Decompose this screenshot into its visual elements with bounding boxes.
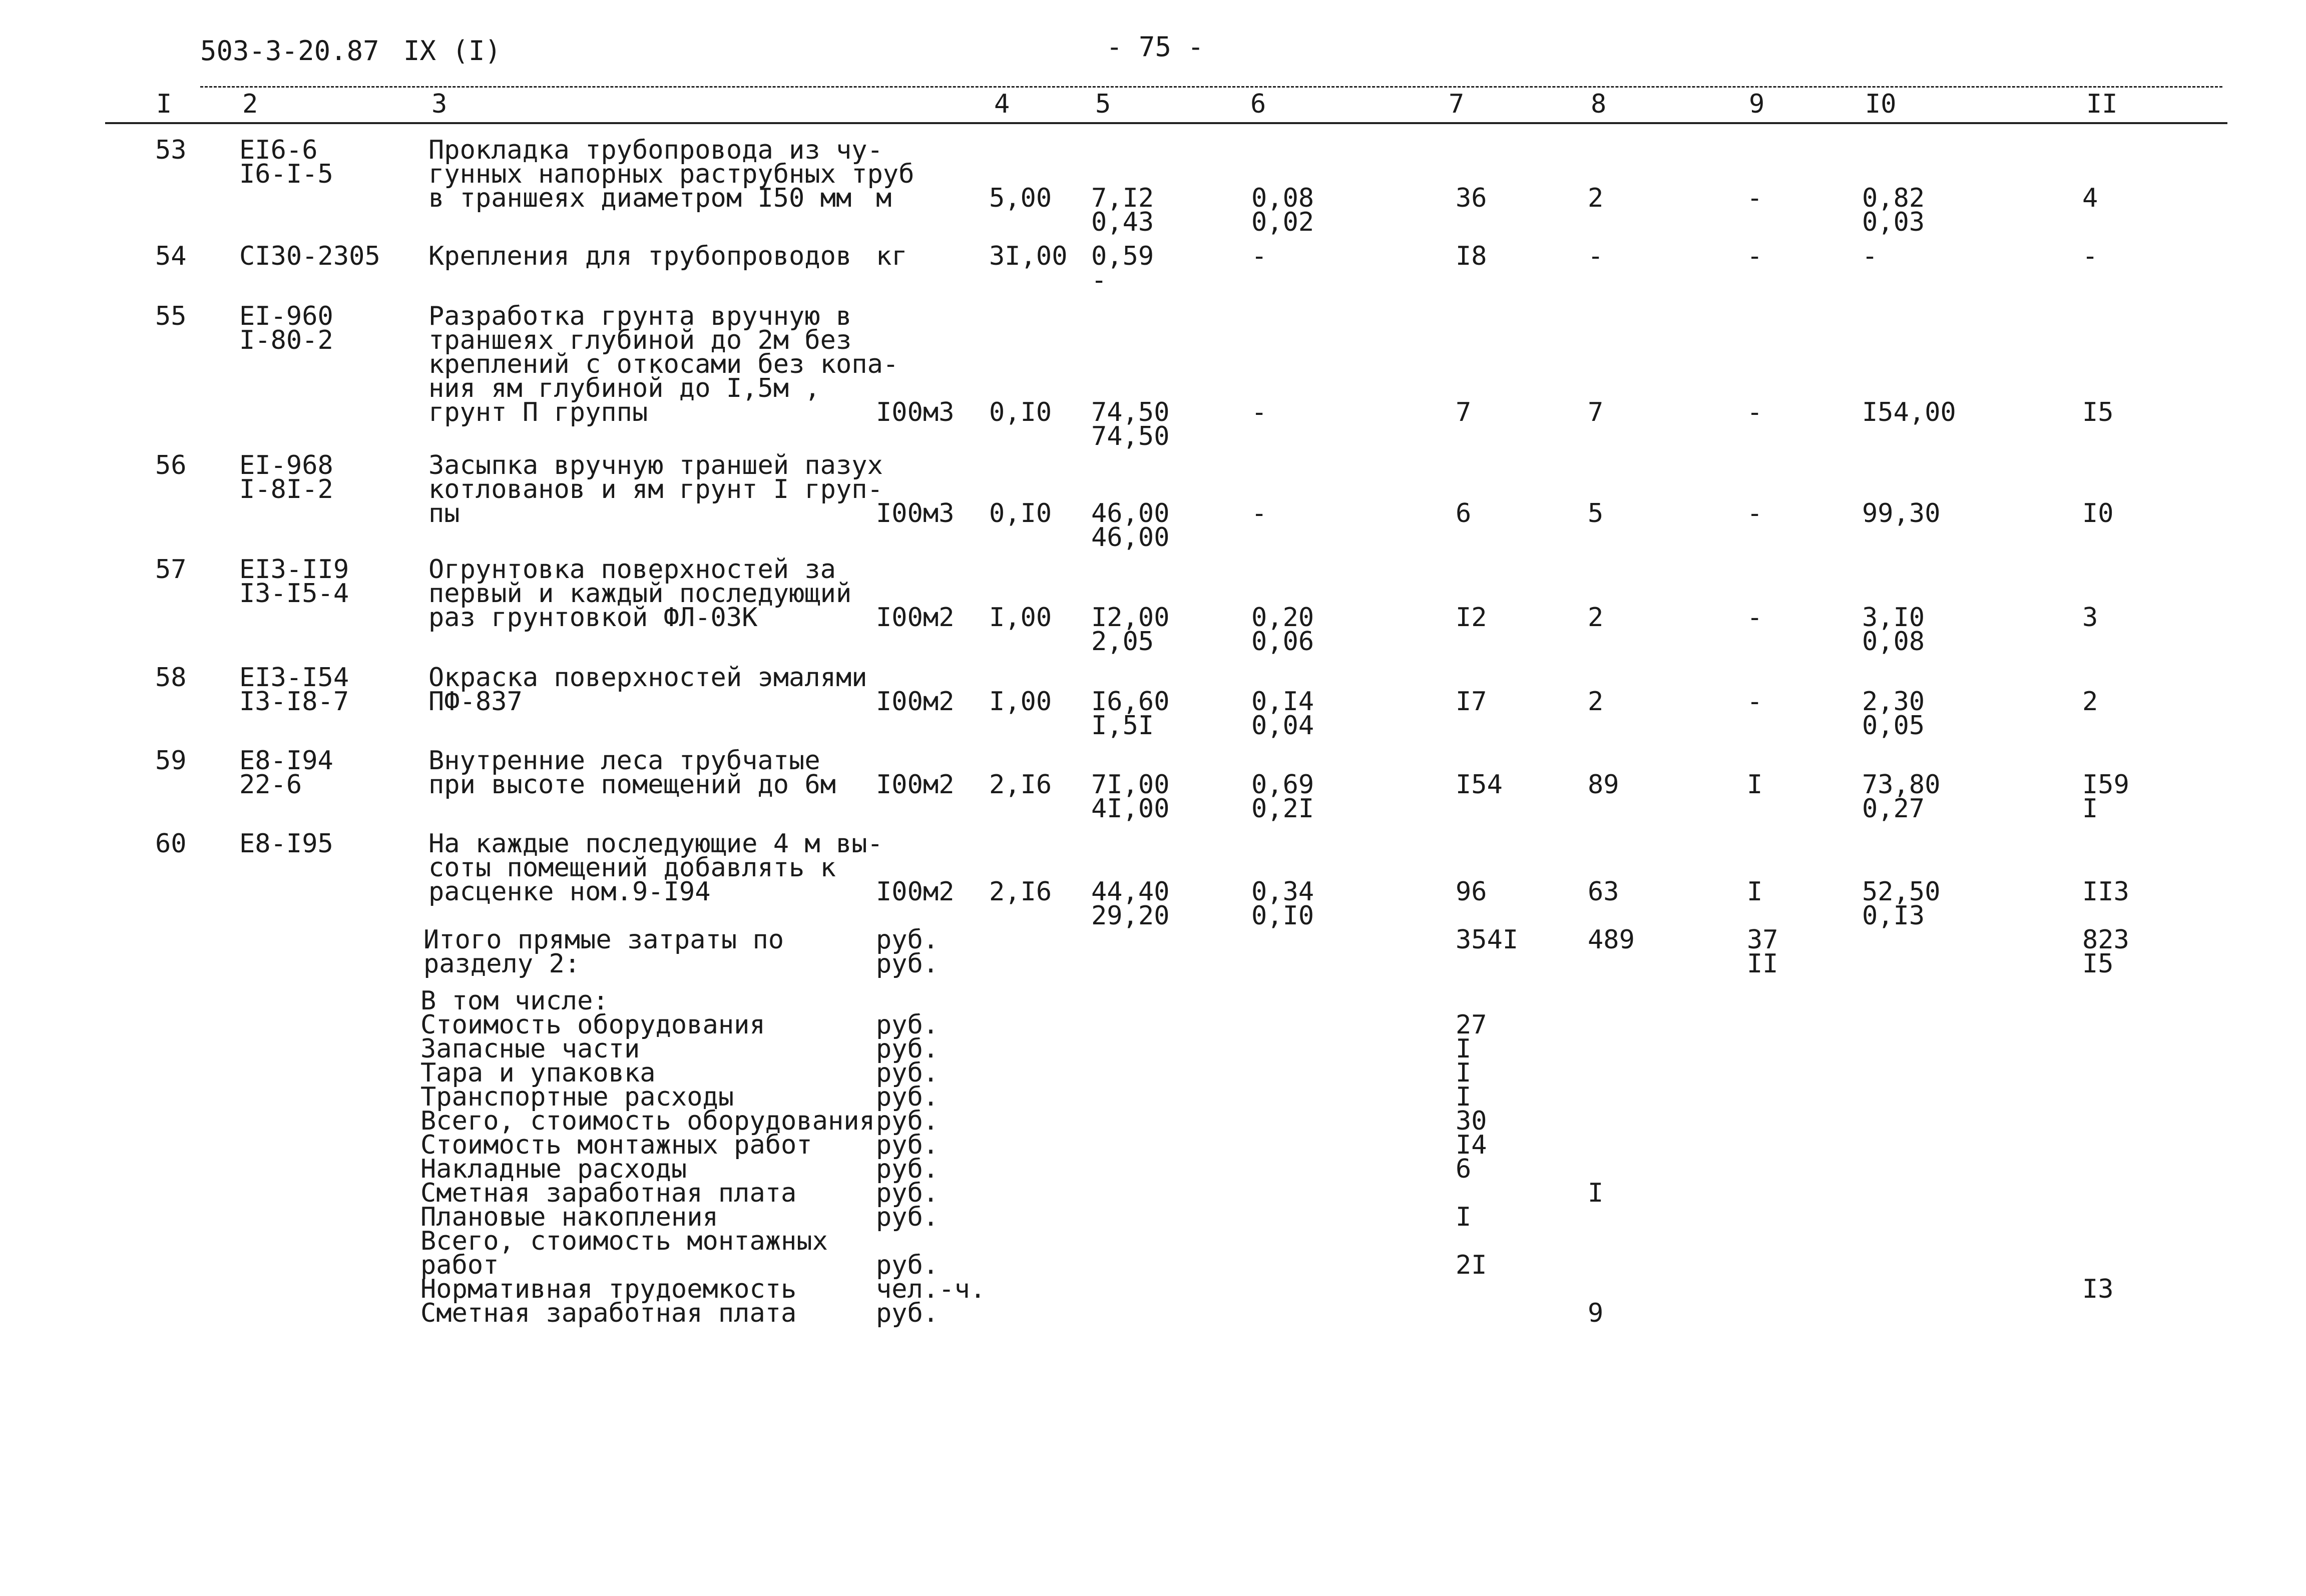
wages-cost: 2 (1588, 687, 1604, 717)
summary-unit: руб. (876, 1034, 939, 1064)
price-code: I-80-2 (239, 325, 333, 355)
operation-cost: - (1747, 603, 1763, 633)
summary-cost: I (1456, 1082, 1472, 1112)
totals-operation: II (1747, 949, 1778, 979)
unit: I00м2 (876, 877, 955, 907)
quantity: 2,I6 (989, 770, 1052, 800)
labor-norm: 2,30 (1862, 687, 1925, 717)
work-description: в траншеях диаметром I50 мм (428, 183, 852, 213)
work-description: первый и каждый последующий (428, 579, 852, 609)
labor-norm: 0,I3 (1862, 901, 1925, 931)
price-code: EI6-6 (239, 135, 318, 165)
unit: I00м2 (876, 770, 955, 800)
summary-label: работ (420, 1250, 499, 1280)
unit-cost: I2,00 (1091, 603, 1170, 633)
summary-unit: руб. (876, 1202, 939, 1232)
labor-norm: 3,I0 (1862, 603, 1925, 633)
labor-norm: 0,08 (1862, 627, 1925, 657)
unit: м (876, 183, 892, 213)
column-number: 3 (431, 89, 447, 119)
machine-cost: 0,20 (1251, 603, 1314, 633)
unit-cost: 2,05 (1091, 627, 1154, 657)
quantity: 0,I0 (989, 498, 1052, 528)
price-code: E8-I94 (239, 746, 333, 776)
labor-norm: 0,27 (1862, 794, 1925, 824)
summary-cost: I (1456, 1202, 1472, 1232)
machine-cost: 0,02 (1251, 207, 1314, 237)
summary-label: Сметная заработная плата (420, 1178, 797, 1208)
unit-cost: - (1091, 265, 1107, 295)
summary-unit: руб. (876, 1298, 939, 1328)
summary-label: Сметная заработная плата (420, 1298, 797, 1328)
work-description: котлованов и ям грунт I груп- (428, 474, 883, 504)
header-bottom-rule (105, 122, 2227, 124)
unit: I00м3 (876, 498, 955, 528)
quantity: 2,I6 (989, 877, 1052, 907)
wages-cost: 5 (1588, 498, 1604, 528)
work-description: Внутренние леса трубчатые (428, 746, 820, 776)
unit: кг (876, 241, 907, 271)
machine-cost: 0,69 (1251, 770, 1314, 800)
summary-unit: руб. (876, 1130, 939, 1160)
price-code: CI30-2305 (239, 241, 380, 271)
machine-cost: 0,I0 (1251, 901, 1314, 931)
work-description: На каждые последующие 4 м вы- (428, 829, 883, 859)
work-description: расценке ном.9-I94 (428, 877, 711, 907)
row-number: 60 (155, 829, 187, 859)
summary-label: Всего, стоимость монтажных (420, 1226, 828, 1256)
price-code: EI3-I54 (239, 663, 349, 693)
totals-labor: I5 (2082, 949, 2114, 979)
column-number: II (2086, 89, 2118, 119)
price-code: 22-6 (239, 770, 302, 800)
column-number: 2 (242, 89, 258, 119)
work-description: Крепления для трубопроводов (428, 241, 852, 271)
total-cost: I54 (1456, 770, 1503, 800)
labor-norm: 0,82 (1862, 183, 1925, 213)
price-code: EI-960 (239, 301, 333, 331)
machine-cost: 0,2I (1251, 794, 1314, 824)
work-description: Засыпка вручную траншей пазух (428, 450, 883, 480)
unit: I00м2 (876, 603, 955, 633)
labor-norm: - (1862, 241, 1878, 271)
machine-cost: - (1251, 241, 1267, 271)
unit: I00м3 (876, 397, 955, 427)
page-number: - 75 - (1106, 31, 1204, 63)
labor-total: 3 (2082, 603, 2098, 633)
work-description: ПФ-837 (428, 687, 523, 717)
column-number: I0 (1865, 89, 1897, 119)
work-description: грунт П группы (428, 397, 648, 427)
column-number: 7 (1449, 89, 1465, 119)
row-number: 58 (155, 663, 187, 693)
labor-norm: 73,80 (1862, 770, 1941, 800)
labor-norm: 0,05 (1862, 711, 1925, 741)
unit-cost: 0,59 (1091, 241, 1154, 271)
labor-total: 4 (2082, 183, 2098, 213)
work-description: Окраска поверхностей эмалями (428, 663, 867, 693)
labor-total: 2 (2082, 687, 2098, 717)
summary-labor: I3 (2082, 1274, 2114, 1304)
operation-cost: - (1747, 397, 1763, 427)
labor-norm: 52,50 (1862, 877, 1941, 907)
labor-total: I0 (2082, 498, 2114, 528)
summary-label: Стоимость монтажных работ (420, 1130, 812, 1160)
unit-cost: 7I,00 (1091, 770, 1170, 800)
unit-cost: I,5I (1091, 711, 1154, 741)
total-cost: 96 (1456, 877, 1487, 907)
quantity: I,00 (989, 603, 1052, 633)
labor-norm: 0,03 (1862, 207, 1925, 237)
price-code: I6-I-5 (239, 159, 333, 189)
work-description: Прокладка трубопровода из чу- (428, 135, 883, 165)
row-number: 56 (155, 450, 187, 480)
unit-cost: 7,I2 (1091, 183, 1154, 213)
section-number: IX (I) (403, 35, 502, 67)
machine-cost: - (1251, 397, 1267, 427)
summary-label: Запасные части (420, 1034, 640, 1064)
summary-cost: 6 (1456, 1154, 1472, 1184)
unit-cost: 46,00 (1091, 498, 1170, 528)
operation-cost: - (1747, 241, 1763, 271)
machine-cost: 0,06 (1251, 627, 1314, 657)
column-number: 5 (1095, 89, 1111, 119)
work-description: пы (428, 498, 460, 528)
total-cost: I2 (1456, 603, 1487, 633)
unit-cost: 0,43 (1091, 207, 1154, 237)
work-description: при высоте помещений до 6м (428, 770, 836, 800)
total-cost: I7 (1456, 687, 1487, 717)
totals-unit: руб. (876, 925, 939, 955)
labor-norm: I54,00 (1862, 397, 1956, 427)
labor-total: I5 (2082, 397, 2114, 427)
summary-unit: руб. (876, 1178, 939, 1208)
unit-cost: 46,00 (1091, 522, 1170, 553)
operation-cost: I (1747, 877, 1763, 907)
summary-label: Стоимость оборудования (420, 1010, 765, 1040)
labor-total: II3 (2082, 877, 2129, 907)
summary-cost: 30 (1456, 1106, 1487, 1136)
unit-cost: I6,60 (1091, 687, 1170, 717)
machine-cost: 0,08 (1251, 183, 1314, 213)
totals-wages: 489 (1588, 925, 1635, 955)
unit-cost: 4I,00 (1091, 794, 1170, 824)
column-number: 9 (1749, 89, 1765, 119)
work-description: раз грунтовкой ФЛ-03К (428, 603, 758, 633)
price-code: E8-I95 (239, 829, 333, 859)
summary-unit: чел.-ч. (876, 1274, 986, 1304)
summary-label: Транспортные расходы (420, 1082, 734, 1112)
unit-cost: 29,20 (1091, 901, 1170, 931)
work-description: Разработка грунта вручную в (428, 301, 852, 331)
column-number: I (156, 89, 172, 119)
totals-cost: 354I (1456, 925, 1519, 955)
work-description: ния ям глубиной до I,5м , (428, 373, 820, 403)
work-description: траншеях глубиной до 2м без (428, 325, 852, 355)
wages-cost: 63 (1588, 877, 1619, 907)
summary-label: Нормативная трудоемкость (420, 1274, 797, 1304)
total-cost: 6 (1456, 498, 1472, 528)
total-cost: 36 (1456, 183, 1487, 213)
summary-unit: руб. (876, 1250, 939, 1280)
totals-labor: 823 (2082, 925, 2129, 955)
wages-cost: 2 (1588, 183, 1604, 213)
operation-cost: - (1747, 498, 1763, 528)
row-number: 53 (155, 135, 187, 165)
operation-cost: I (1747, 770, 1763, 800)
machine-cost: 0,I4 (1251, 687, 1314, 717)
row-number: 59 (155, 746, 187, 776)
price-code: I3-I8-7 (239, 687, 349, 717)
unit-cost: 74,50 (1091, 421, 1170, 451)
totals-unit: руб. (876, 949, 939, 979)
wages-cost: 89 (1588, 770, 1619, 800)
labor-norm: 99,30 (1862, 498, 1941, 528)
unit: I00м2 (876, 687, 955, 717)
total-cost: I8 (1456, 241, 1487, 271)
quantity: 0,I0 (989, 397, 1052, 427)
summary-cost: 27 (1456, 1010, 1487, 1040)
summary-unit: руб. (876, 1106, 939, 1136)
price-code: I3-I5-4 (239, 579, 349, 609)
operation-cost: - (1747, 183, 1763, 213)
totals-operation: 37 (1747, 925, 1778, 955)
summary-wages: I (1588, 1178, 1604, 1208)
row-number: 54 (155, 241, 187, 271)
summary-cost: I (1456, 1034, 1472, 1064)
doc-code: 503-3-20.87 (200, 35, 379, 67)
summary-cost: I4 (1456, 1130, 1487, 1160)
header-top-rule (200, 86, 2222, 88)
quantity: I,00 (989, 687, 1052, 717)
summary-label: Всего, стоимость оборудования (420, 1106, 875, 1136)
quantity: 3I,00 (989, 241, 1068, 271)
unit-cost: 74,50 (1091, 397, 1170, 427)
row-number: 55 (155, 301, 187, 331)
work-description: гунных напорных раструбных труб (428, 159, 914, 189)
wages-cost: 2 (1588, 603, 1604, 633)
column-number: 4 (994, 89, 1010, 119)
labor-total: I (2082, 794, 2098, 824)
operation-cost: - (1747, 687, 1763, 717)
price-code: EI3-II9 (239, 555, 349, 585)
machine-cost: 0,34 (1251, 877, 1314, 907)
labor-total: I59 (2082, 770, 2129, 800)
wages-cost: 7 (1588, 397, 1604, 427)
summary-cost: 2I (1456, 1250, 1487, 1280)
summary-title: В том числе: (420, 986, 609, 1016)
machine-cost: 0,04 (1251, 711, 1314, 741)
total-cost: 7 (1456, 397, 1472, 427)
column-number: 8 (1591, 89, 1607, 119)
summary-unit: руб. (876, 1010, 939, 1040)
summary-unit: руб. (876, 1082, 939, 1112)
summary-cost: I (1456, 1058, 1472, 1088)
summary-unit: руб. (876, 1058, 939, 1088)
labor-total: - (2082, 241, 2098, 271)
totals-label: разделу 2: (423, 949, 581, 979)
work-description: Огрунтовка поверхностей за (428, 555, 836, 585)
summary-wages: 9 (1588, 1298, 1604, 1328)
unit-cost: 44,40 (1091, 877, 1170, 907)
summary-label: Накладные расходы (420, 1154, 687, 1184)
totals-label: Итого прямые затраты по (423, 925, 784, 955)
column-number: 6 (1250, 89, 1266, 119)
summary-label: Плановые накопления (420, 1202, 718, 1232)
machine-cost: - (1251, 498, 1267, 528)
quantity: 5,00 (989, 183, 1052, 213)
summary-label: Тара и упаковка (420, 1058, 656, 1088)
summary-unit: руб. (876, 1154, 939, 1184)
price-code: EI-968 (239, 450, 333, 480)
price-code: I-8I-2 (239, 474, 333, 504)
row-number: 57 (155, 555, 187, 585)
work-description: соты помещений добавлять к (428, 853, 836, 883)
wages-cost: - (1588, 241, 1604, 271)
work-description: креплений с откосами без копа- (428, 349, 899, 379)
